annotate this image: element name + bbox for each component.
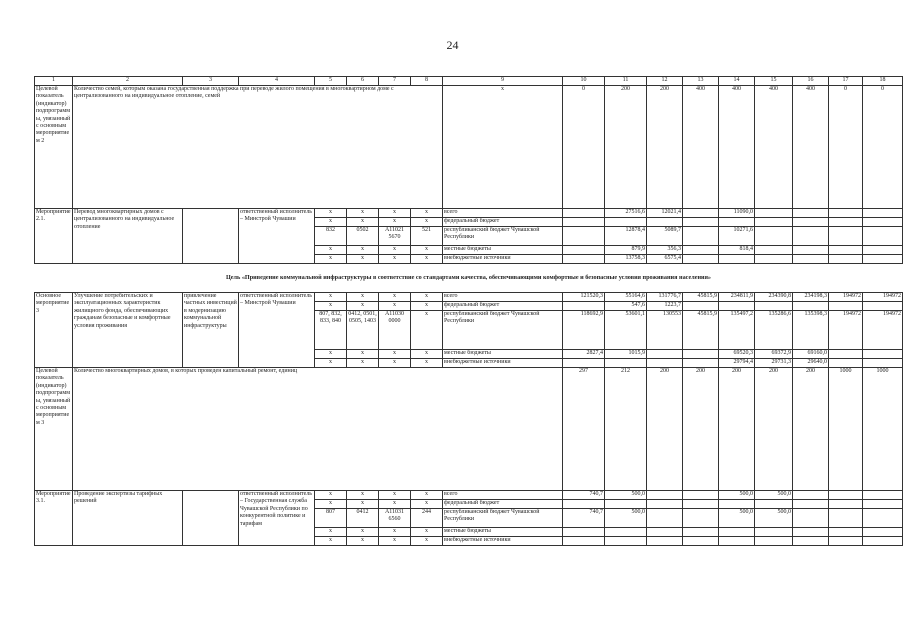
code-cell: x [411, 491, 443, 500]
column-number: 12 [647, 77, 683, 86]
indicator-value: 200 [719, 368, 755, 491]
funding-source: местные бюджеты [443, 350, 563, 359]
amount-cell [863, 500, 903, 509]
event-participants [183, 491, 239, 546]
amount-cell [793, 209, 829, 218]
indicator-value: 200 [683, 368, 719, 491]
amount-cell [829, 246, 863, 255]
code-cell: x [315, 500, 347, 509]
amount-cell: 131776,7 [647, 293, 683, 302]
funding-source: федеральный бюджет [443, 500, 563, 509]
code-cell: x [411, 209, 443, 218]
column-number: 14 [719, 77, 755, 86]
amount-cell [563, 246, 605, 255]
amount-cell [863, 528, 903, 537]
amount-cell [719, 302, 755, 311]
amount-cell [647, 528, 683, 537]
amount-cell [563, 255, 605, 264]
column-number: 9 [443, 77, 563, 86]
page-number: 24 [446, 38, 459, 52]
code-cell: A11031 6560 [379, 509, 411, 528]
program-budget-table [34, 76, 903, 546]
amount-cell: 135398,3 [793, 311, 829, 350]
amount-cell [793, 302, 829, 311]
amount-cell [563, 500, 605, 509]
code-cell: A11030 0000 [379, 311, 411, 350]
code-cell: x [347, 491, 379, 500]
amount-cell [683, 255, 719, 264]
indicator-value: 400 [755, 86, 793, 209]
amount-cell: 69520,3 [719, 350, 755, 359]
goal-row [35, 264, 903, 293]
amount-cell [829, 227, 863, 246]
amount-cell [683, 537, 719, 546]
column-number: 17 [829, 77, 863, 86]
amount-cell [755, 246, 793, 255]
indicator-value: 0 [863, 86, 903, 209]
funding-source: республиканский бюджет Чувашской Республики [443, 509, 563, 528]
amount-cell [793, 246, 829, 255]
amount-cell: 29640,0 [793, 359, 829, 368]
amount-cell: 2827,4 [563, 350, 605, 359]
amount-cell [863, 302, 903, 311]
event-name: Перевод многоквартирных домов с централизованного на индивидуальное отопление [73, 209, 183, 264]
amount-cell: 879,9 [605, 246, 647, 255]
code-cell: x [379, 302, 411, 311]
code-cell: x [379, 218, 411, 227]
code-cell: x [411, 302, 443, 311]
funding-source: внебюджетные источники [443, 359, 563, 368]
amount-cell [605, 359, 647, 368]
amount-cell [755, 227, 793, 246]
amount-cell: 29794,4 [719, 359, 755, 368]
amount-cell [829, 302, 863, 311]
amount-cell: 818,4 [719, 246, 755, 255]
amount-cell [829, 528, 863, 537]
amount-cell [683, 246, 719, 255]
amount-cell [829, 218, 863, 227]
amount-cell [683, 350, 719, 359]
code-cell: x [347, 359, 379, 368]
column-number: 10 [563, 77, 605, 86]
code-cell: 0412 [347, 509, 379, 528]
goal-heading: Цель «Приведение коммунальной инфраструктуры в соответствие со стандартами качества, обеспечивающими комфортные и безопасные условия проживания населения» [35, 264, 903, 293]
amount-cell [563, 528, 605, 537]
funding-source: местные бюджеты [443, 528, 563, 537]
code-cell: 521 [411, 227, 443, 246]
amount-cell [863, 227, 903, 246]
amount-cell: 194972 [863, 293, 903, 302]
column-number: 1 [35, 77, 73, 86]
budget-row [35, 293, 903, 302]
amount-cell [755, 255, 793, 264]
code-cell: 0502 [347, 227, 379, 246]
funding-source: всего [443, 293, 563, 302]
amount-cell [647, 500, 683, 509]
indicator-value: 0 [829, 86, 863, 209]
amount-cell [683, 302, 719, 311]
amount-cell [755, 500, 793, 509]
column-number: 4 [239, 77, 315, 86]
code-cell: x [411, 350, 443, 359]
column-number: 11 [605, 77, 647, 86]
indicator-text: Количество семей, которым оказана государственная поддержка при переводе жилого помещения в многоквартирном доме с централизованного на индивидуальное отопление, семей [73, 86, 443, 209]
amount-cell: 69372,9 [755, 350, 793, 359]
amount-cell: 118692,9 [563, 311, 605, 350]
amount-cell [683, 227, 719, 246]
amount-cell [755, 209, 793, 218]
funding-source: республиканский бюджет Чувашской Республики [443, 311, 563, 350]
indicator-value: 400 [793, 86, 829, 209]
amount-cell: 55164,6 [605, 293, 647, 302]
amount-cell [719, 500, 755, 509]
amount-cell [683, 359, 719, 368]
amount-cell: 45815,9 [683, 311, 719, 350]
funding-source: федеральный бюджет [443, 218, 563, 227]
funding-source: местные бюджеты [443, 246, 563, 255]
amount-cell [863, 209, 903, 218]
amount-cell: 130553 [647, 311, 683, 350]
funding-source: всего [443, 209, 563, 218]
code-cell: x [411, 218, 443, 227]
code-cell: 244 [411, 509, 443, 528]
amount-cell: 500,0 [605, 509, 647, 528]
code-cell: x [379, 255, 411, 264]
amount-cell: 5089,7 [647, 227, 683, 246]
amount-cell [863, 509, 903, 528]
column-number: 3 [183, 77, 239, 86]
code-cell: x [347, 302, 379, 311]
code-cell: x [347, 209, 379, 218]
amount-cell: 10271,6 [719, 227, 755, 246]
code-cell: x [411, 246, 443, 255]
amount-cell: 11090,0 [719, 209, 755, 218]
amount-cell [719, 218, 755, 227]
code-cell: x [315, 255, 347, 264]
code-cell: 807 [315, 509, 347, 528]
amount-cell: 135497,2 [719, 311, 755, 350]
event-name: Улучшение потребительских и эксплуатационных характеристик жилищного фонда, обеспечивающих гражданам безопасные и комфортные условия проживания [73, 293, 183, 368]
amount-cell [683, 209, 719, 218]
amount-cell [829, 491, 863, 500]
code-cell: x [379, 359, 411, 368]
amount-cell [829, 350, 863, 359]
column-number: 18 [863, 77, 903, 86]
event-participants [183, 209, 239, 264]
code-cell: x [347, 218, 379, 227]
amount-cell: 6575,4 [647, 255, 683, 264]
amount-cell [683, 528, 719, 537]
code-cell: x [347, 293, 379, 302]
amount-cell [719, 528, 755, 537]
code-cell: x [379, 209, 411, 218]
code-cell: 832 [315, 227, 347, 246]
amount-cell [719, 537, 755, 546]
amount-cell: 53601,1 [605, 311, 647, 350]
amount-cell: 194972 [863, 311, 903, 350]
amount-cell: 12878,4 [605, 227, 647, 246]
indicator-value: 1000 [829, 368, 863, 491]
indicator-value: 0 [563, 86, 605, 209]
amount-cell: 69160,0 [793, 350, 829, 359]
amount-cell [793, 537, 829, 546]
amount-cell: 12021,4 [647, 209, 683, 218]
code-cell: x [411, 500, 443, 509]
amount-cell [683, 218, 719, 227]
amount-cell [563, 209, 605, 218]
amount-cell [755, 302, 793, 311]
amount-cell: 740,7 [563, 491, 605, 500]
amount-cell [683, 491, 719, 500]
code-cell: x [315, 209, 347, 218]
funding-source: федеральный бюджет [443, 302, 563, 311]
amount-cell [647, 509, 683, 528]
indicator-value: 200 [647, 368, 683, 491]
amount-cell [719, 255, 755, 264]
code-cell: x [379, 350, 411, 359]
amount-cell [793, 218, 829, 227]
amount-cell: 500,0 [605, 491, 647, 500]
amount-cell [793, 491, 829, 500]
indicator-value: 200 [755, 368, 793, 491]
code-cell: x [411, 528, 443, 537]
code-cell: 0412, 0501, 0505, 1403 [347, 311, 379, 350]
amount-cell [683, 509, 719, 528]
amount-cell [863, 255, 903, 264]
amount-cell: 356,3 [647, 246, 683, 255]
amount-cell [793, 528, 829, 537]
code-cell: x [315, 528, 347, 537]
code-cell: 807, 832, 833, 840 [315, 311, 347, 350]
indicator-text: Количество многоквартирных домов, в которых проведен капитальный ремонт, единиц [73, 368, 563, 491]
event-executor: ответственный исполнитель – Минстрой Чувашии [239, 293, 315, 368]
amount-cell [863, 359, 903, 368]
amount-cell [683, 500, 719, 509]
amount-cell: 234198,3 [793, 293, 829, 302]
amount-cell: 194972 [829, 293, 863, 302]
code-cell: x [315, 218, 347, 227]
budget-row [35, 209, 903, 218]
amount-cell [793, 509, 829, 528]
amount-cell: 740,7 [563, 509, 605, 528]
code-cell: x [379, 537, 411, 546]
code-cell: x [379, 293, 411, 302]
amount-cell [563, 537, 605, 546]
code-cell: x [315, 246, 347, 255]
amount-cell: 500,0 [755, 491, 793, 500]
amount-cell: 1015,9 [605, 350, 647, 359]
event-name: Проведение экспертизы тарифных решений [73, 491, 183, 546]
amount-cell [863, 491, 903, 500]
amount-cell: 234390,8 [755, 293, 793, 302]
code-cell: x [411, 537, 443, 546]
amount-cell [755, 218, 793, 227]
column-number: 8 [411, 77, 443, 86]
amount-cell [605, 218, 647, 227]
column-number: 6 [347, 77, 379, 86]
code-cell: x [379, 500, 411, 509]
event-label: Основное мероприятие 3 [35, 293, 73, 368]
column-number: 15 [755, 77, 793, 86]
amount-cell [647, 350, 683, 359]
indicator-label: Целевой показатель (индикатор) подпрограммы, увязанный с основным мероприятием 2 [35, 86, 73, 209]
amount-cell: 1223,7 [647, 302, 683, 311]
amount-cell: 234811,9 [719, 293, 755, 302]
amount-cell [755, 537, 793, 546]
code-cell: x [315, 293, 347, 302]
amount-cell: 45815,9 [683, 293, 719, 302]
amount-cell: 500,0 [719, 509, 755, 528]
indicator-value: 297 [563, 368, 605, 491]
event-executor: ответственный исполнитель – Государственная служба Чувашской Республики по конкурентной политике и тарифам [239, 491, 315, 546]
budget-row [35, 491, 903, 500]
funding-source: внебюджетные источники [443, 537, 563, 546]
indicator-value: 212 [605, 368, 647, 491]
code-cell: x [315, 359, 347, 368]
code-cell: x [315, 491, 347, 500]
event-label: Мероприятие 3.1. [35, 491, 73, 546]
code-cell: x [411, 311, 443, 350]
column-number: 2 [73, 77, 183, 86]
amount-cell [863, 246, 903, 255]
amount-cell [829, 537, 863, 546]
amount-cell [793, 500, 829, 509]
amount-cell [829, 209, 863, 218]
code-cell: x [347, 350, 379, 359]
header-row [35, 77, 903, 86]
code-cell: x [315, 537, 347, 546]
indicator-value: 200 [605, 86, 647, 209]
amount-cell [605, 500, 647, 509]
amount-cell: 500,0 [755, 509, 793, 528]
indicator-row [35, 368, 903, 491]
code-cell: x [411, 293, 443, 302]
indicator-value: 200 [793, 368, 829, 491]
code-cell: x [347, 500, 379, 509]
amount-cell [863, 537, 903, 546]
amount-cell [829, 255, 863, 264]
amount-cell [793, 255, 829, 264]
amount-cell [647, 491, 683, 500]
amount-cell: 13758,3 [605, 255, 647, 264]
funding-source: республиканский бюджет Чувашской Республики [443, 227, 563, 246]
amount-cell: 121520,3 [563, 293, 605, 302]
amount-cell [563, 302, 605, 311]
event-executor: ответственный исполнитель – Минстрой Чувашии [239, 209, 315, 264]
amount-cell [563, 218, 605, 227]
code-cell: x [379, 491, 411, 500]
amount-cell [605, 528, 647, 537]
amount-cell [647, 537, 683, 546]
indicator-value: 400 [719, 86, 755, 209]
amount-cell [863, 218, 903, 227]
column-number: 7 [379, 77, 411, 86]
code-cell: x [347, 537, 379, 546]
code-cell: A11021 5670 [379, 227, 411, 246]
amount-cell [563, 359, 605, 368]
code-cell: x [411, 359, 443, 368]
funding-source: всего [443, 491, 563, 500]
amount-cell [563, 227, 605, 246]
column-number: 5 [315, 77, 347, 86]
indicator-value: 1000 [863, 368, 903, 491]
amount-cell [829, 509, 863, 528]
amount-cell [647, 218, 683, 227]
amount-cell [829, 359, 863, 368]
code-cell: x [347, 246, 379, 255]
code-cell: x [379, 528, 411, 537]
indicator-label: Целевой показатель (индикатор) подпрограммы, увязанный с основным мероприятием 3 [35, 368, 73, 491]
code-cell: x [315, 302, 347, 311]
indicator-source: x [443, 86, 563, 209]
code-cell: x [411, 255, 443, 264]
amount-cell: 500,0 [719, 491, 755, 500]
amount-cell: 547,6 [605, 302, 647, 311]
event-label: Мероприятие 2.1. [35, 209, 73, 264]
code-cell: x [379, 246, 411, 255]
amount-cell [647, 359, 683, 368]
column-number: 13 [683, 77, 719, 86]
amount-cell: 194972 [829, 311, 863, 350]
amount-cell [863, 350, 903, 359]
amount-cell [793, 227, 829, 246]
indicator-row [35, 86, 903, 209]
amount-cell [755, 528, 793, 537]
code-cell: x [315, 350, 347, 359]
indicator-value: 200 [647, 86, 683, 209]
code-cell: x [347, 255, 379, 264]
amount-cell: 27516,6 [605, 209, 647, 218]
code-cell: x [347, 528, 379, 537]
amount-cell [605, 537, 647, 546]
amount-cell [829, 500, 863, 509]
indicator-value: 400 [683, 86, 719, 209]
event-participants: привлечение частных инвестиций в модернизацию коммунальной инфраструктуры [183, 293, 239, 368]
funding-source: внебюджетные источники [443, 255, 563, 264]
column-number: 16 [793, 77, 829, 86]
amount-cell: 29731,3 [755, 359, 793, 368]
amount-cell: 135286,6 [755, 311, 793, 350]
